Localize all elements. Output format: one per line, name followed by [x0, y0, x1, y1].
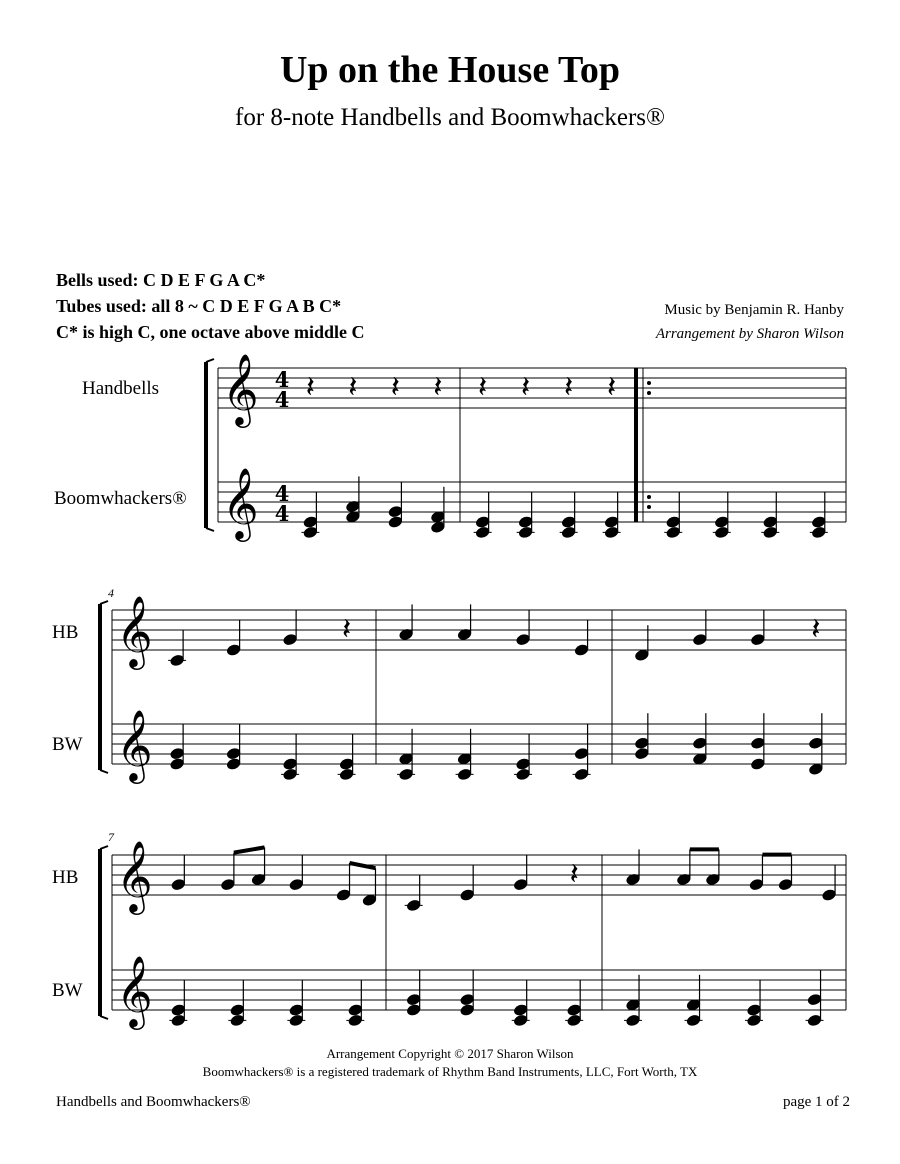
footer-title: Handbells and Boomwhackers® — [56, 1094, 251, 1110]
tubes-used-note: Tubes used: all 8 ~ C D E F G A B C* — [56, 296, 342, 316]
s3m1x-hb-beam — [234, 847, 265, 852]
s2m1-hb-quarter-rest: 𝄽 — [342, 612, 352, 647]
s2-bracket-bottom — [100, 770, 108, 773]
s2-hb-treble-clef: 𝄞 — [116, 594, 153, 667]
s1m1-hb-quarter-rest: 𝄽 — [390, 370, 400, 405]
s1-bw-time-bottom: 4 — [274, 501, 290, 526]
measure-number-4: 4 — [108, 586, 114, 600]
s3m2-hb-quarter-rest: 𝄽 — [569, 857, 579, 892]
s3-bw-treble-clef: 𝄞 — [116, 954, 153, 1027]
boomwhackers-label: Boomwhackers® — [54, 488, 187, 509]
s1-repeat-dot — [647, 381, 651, 385]
s1-bw-time-top: 4 — [274, 481, 290, 506]
arranger-credit: Arrangement by Sharon Wilson — [655, 326, 844, 342]
s1m2-hb-quarter-rest: 𝄽 — [478, 370, 488, 405]
s1-hb-time-top: 4 — [274, 367, 290, 392]
s1-repeat-dot — [647, 495, 651, 499]
s1m2-hb-quarter-rest: 𝄽 — [564, 370, 574, 405]
s1-bw-treble-clef: 𝄞 — [222, 466, 259, 539]
s2m3-hb-quarter-rest: 𝄽 — [811, 612, 821, 647]
composer-credit: Music by Benjamin R. Hanby — [664, 302, 844, 318]
s1-hb-treble-clef: 𝄞 — [222, 352, 259, 425]
hb-label-system3: HB — [52, 867, 79, 888]
trademark-notice: Boomwhackers® is a registered trademark of Rhythm Band Instruments, LLC, Fort Worth, TX — [202, 1064, 698, 1079]
s1-repeat-dot — [647, 391, 651, 395]
s2-bw-treble-clef: 𝄞 — [116, 708, 153, 781]
page-title: Up on the House Top — [279, 49, 620, 91]
bw-label-system3: BW — [52, 980, 83, 1001]
measure-number-7: 7 — [108, 830, 114, 844]
page-subtitle: for 8-note Handbells and Boomwhackers® — [235, 104, 665, 131]
copyright-notice: Arrangement Copyright © 2017 Sharon Wilson — [326, 1046, 574, 1061]
high-c-note: C* is high C, one octave above middle C — [56, 322, 365, 342]
s1m1-hb-quarter-rest: 𝄽 — [433, 370, 443, 405]
s1m2-hb-quarter-rest: 𝄽 — [607, 370, 617, 405]
bw-label-system2: BW — [52, 734, 83, 755]
s1m1-hb-quarter-rest: 𝄽 — [305, 370, 315, 405]
bells-used-note: Bells used: C D E F G A C* — [56, 270, 266, 290]
s1-bracket-bottom — [206, 528, 214, 531]
s3-bracket-bottom — [100, 1016, 108, 1019]
hb-label-system2: HB — [52, 622, 79, 643]
s1-repeat-dot — [647, 505, 651, 509]
page-number: page 1 of 2 — [782, 1094, 850, 1110]
s1m1-hb-quarter-rest: 𝄽 — [348, 370, 358, 405]
s1-hb-time-bottom: 4 — [274, 387, 290, 412]
s2-bracket-top — [100, 601, 108, 604]
handbells-label: Handbells — [82, 378, 160, 399]
s3-bracket-top — [100, 846, 108, 849]
s1m2-hb-quarter-rest: 𝄽 — [521, 370, 531, 405]
s3-hb-treble-clef: 𝄞 — [116, 839, 153, 912]
s1-bracket-top — [206, 359, 214, 362]
s3m1x-hb-beam — [350, 863, 376, 868]
